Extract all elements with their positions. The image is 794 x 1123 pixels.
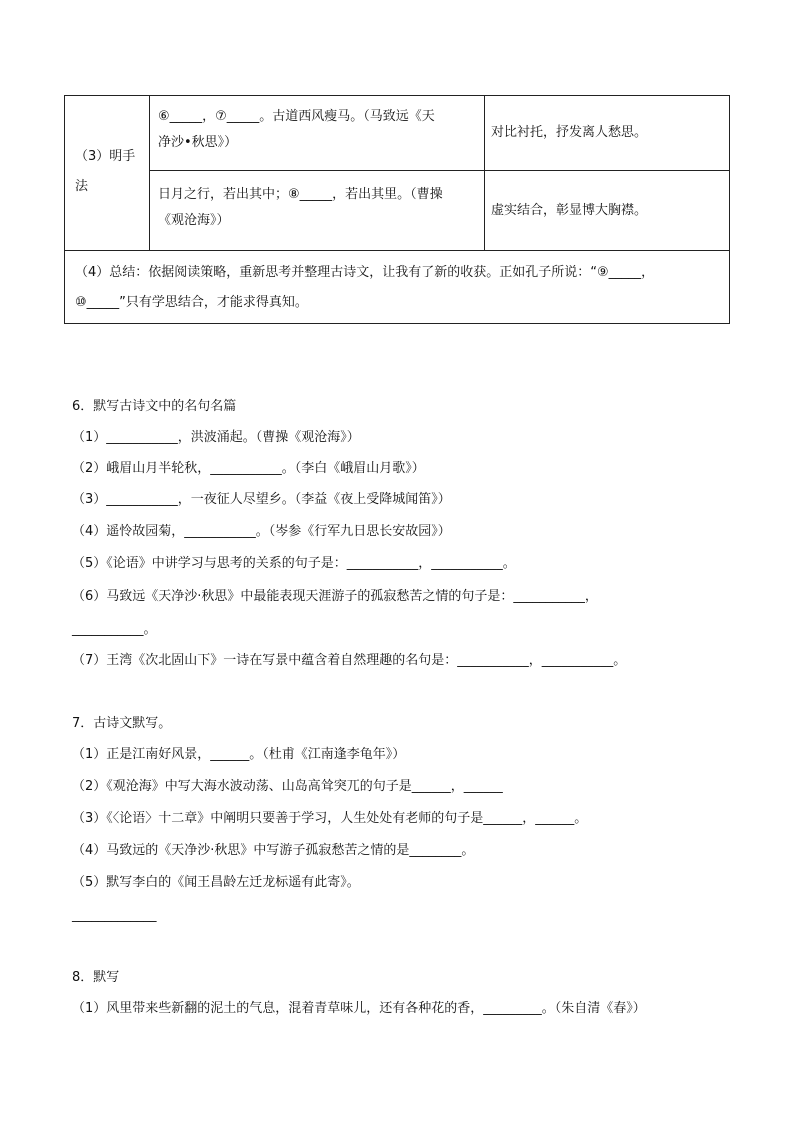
q7-item-3: （3）《〈论语〉十二章》中阐明只要善于学习，人生处处有老师的句子是______，______。 (72, 811, 588, 826)
q7-item-5: （5）默写李白的《闻王昌龄左迁龙标遥有此寄》。 (72, 875, 360, 890)
row2-effect: 虚实结合，彰显博大胸襟。 (491, 203, 648, 218)
q6-item-6-cont: ___________。 (72, 622, 157, 637)
row2-content: 日月之行，若出其中；⑧_____，若出其里。（曹操 《观沧海》） (158, 187, 443, 228)
row1-effect: 对比衬托，抒发离人愁思。 (491, 125, 648, 140)
q6-item-5: （5）《论语》中讲学习与思考的关系的句子是：___________，___________。 (72, 556, 516, 571)
table-divider (149, 170, 730, 171)
q7-item-2: （2）《观沧海》中写大海水波动荡、山岛高耸突兀的句子是______，______ (72, 779, 503, 794)
q7-item-1: （1）正是江南好风景，______。（杜甫《江南逢李龟年》） (72, 747, 406, 762)
q6-title: 6．默写古诗文中的名句名篇 (72, 399, 237, 414)
q7-title: 7．古诗文默写。 (72, 716, 172, 731)
q7-answer-line: _____________ (72, 908, 157, 923)
q6-item-4: （4）遥怜故园菊，___________。（岑参《行军九日思长安故园》） (72, 524, 451, 539)
method-label: （3）明手 法 (75, 149, 136, 194)
q6-item-3: （3）___________，一夜征人尽望乡。（李益《夜上受降城闻笛》） (72, 492, 451, 507)
poetry-table (64, 95, 730, 324)
q6-item-6: （6）马致远《天净沙·秋思》中最能表现天涯游子的孤寂愁苦之情的句子是：___________， (72, 589, 598, 604)
table-divider (149, 96, 150, 250)
q7-item-4: （4）马致远的《天净沙·秋思》中写游子孤寂愁苦之情的是________。 (72, 843, 475, 858)
table-divider (484, 96, 485, 250)
q8-title: 8．默写 (72, 970, 120, 985)
q6-item-2: （2）峨眉山月半轮秋，___________。（李白《峨眉山月歌》） (72, 461, 425, 476)
table-divider (65, 250, 730, 251)
q6-item-7: （7）王湾《次北固山下》一诗在写景中蕴含着自然理趣的名句是：___________，___________。 (72, 653, 627, 668)
row1-content: ⑥_____，⑦_____。古道西风瘦马。（马致远《天 净沙•秋思》） (158, 109, 435, 150)
summary: （4）总结：依据阅读策略，重新思考并整理古诗文，让我有了新的收获。正如孔子所说：“⑨_____， ⑩_____”只有学思结合，才能求得真知。 (75, 265, 655, 310)
q6-item-1: （1）___________，洪波涌起。（曹操《观沧海》） (72, 430, 360, 445)
q8-item-1: （1）风里带来些新翻的泥土的气息，混着青草味儿，还有各种花的香，_________。（朱自清《春》） (72, 1001, 646, 1016)
